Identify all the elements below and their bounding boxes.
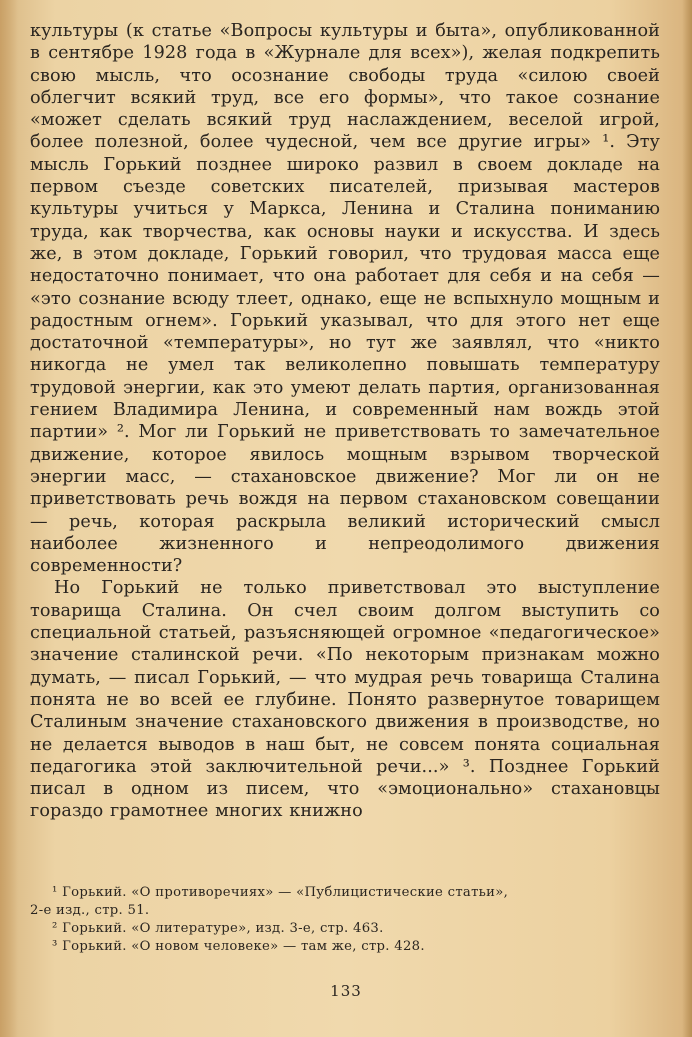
footnote-1-continuation: 2-е изд., стр. 51. [30, 903, 150, 918]
paragraph: Но Горький не только приветствовал это выступление товарища Сталина. Он счел своим долгом выступить со специальной статьей, разъясняющей огромное «педагогическое» значение сталинской речи. «По некоторым признакам можно думать, — писал Горький, — что мудрая речь товарища Сталина понята не во всей ее глубине. Понято развернутое товарищем Сталиным значение стахановского движения в производстве, но не делается выводов в наш быт, не совсем понята социальная педагогика этой заключительной речи...» ³. Позднее Горький писал в одном из писем, что «эмоционально» стахановцы гораздо грамотнее многих книжно [30, 578, 660, 822]
footnote-1: ¹ Горький. «О противоречиях» — «Публицистические статьи», [52, 885, 509, 900]
page-number: 133 [330, 982, 362, 1000]
main-text [30, 20, 660, 823]
footnotes [30, 884, 660, 956]
footnote-2: ² Горький. «О литературе», изд. 3-е, стр. 463. [52, 921, 384, 936]
page-shadow-right [682, 0, 692, 1037]
footnote-3: ³ Горький. «О новом человеке» — там же, стр. 428. [52, 939, 425, 954]
page-shadow-left [0, 0, 18, 1037]
paragraph: культуры (к статье «Вопросы культуры и быта», опубликованной в сентябре 1928 года в «Журнале для всех»), желая подкрепить свою мысль, что осознание свободы труда «силою своей облегчит всякий труд, все его формы», что такое сознание «может сделать всякий труд наслаждением, веселой игрой, более полезной, более чудесной, чем все другие игры» ¹. Эту мысль Горький позднее широко развил в своем докладе на первом съезде советских писателей, призывая мастеров культуры учиться у Маркса, Ленина и Сталина пониманию труда, как творчества, как основы науки и искусства. И здесь же, в этом докладе, Горький говорил, что трудовая масса еще недостаточно понимает, что она работает для себя и на себя — «это сознание всюду тлеет, однако, еще не вспыхнуло мощным и радостным огнем». Горький указывал, что для этого нет еще достаточной «температуры», но тут же заявлял, что «никто никогда не умел так великолепно повышать температуру трудовой энергии, как это умеют делать партия, организованная гением Владимира Ленина, и современный нам вождь этой партии» ². Мог ли Горький не приветствовать то замечательное движение, которое явилось мощным взрывом творческой энергии масс, — стахановское движение? Мог ли он не приветствовать речь вождя на первом стахановском совещании — речь, которая раскрыла великий исторический смысл наиболее жизненного и непреодолимого движения современности? [30, 21, 660, 577]
